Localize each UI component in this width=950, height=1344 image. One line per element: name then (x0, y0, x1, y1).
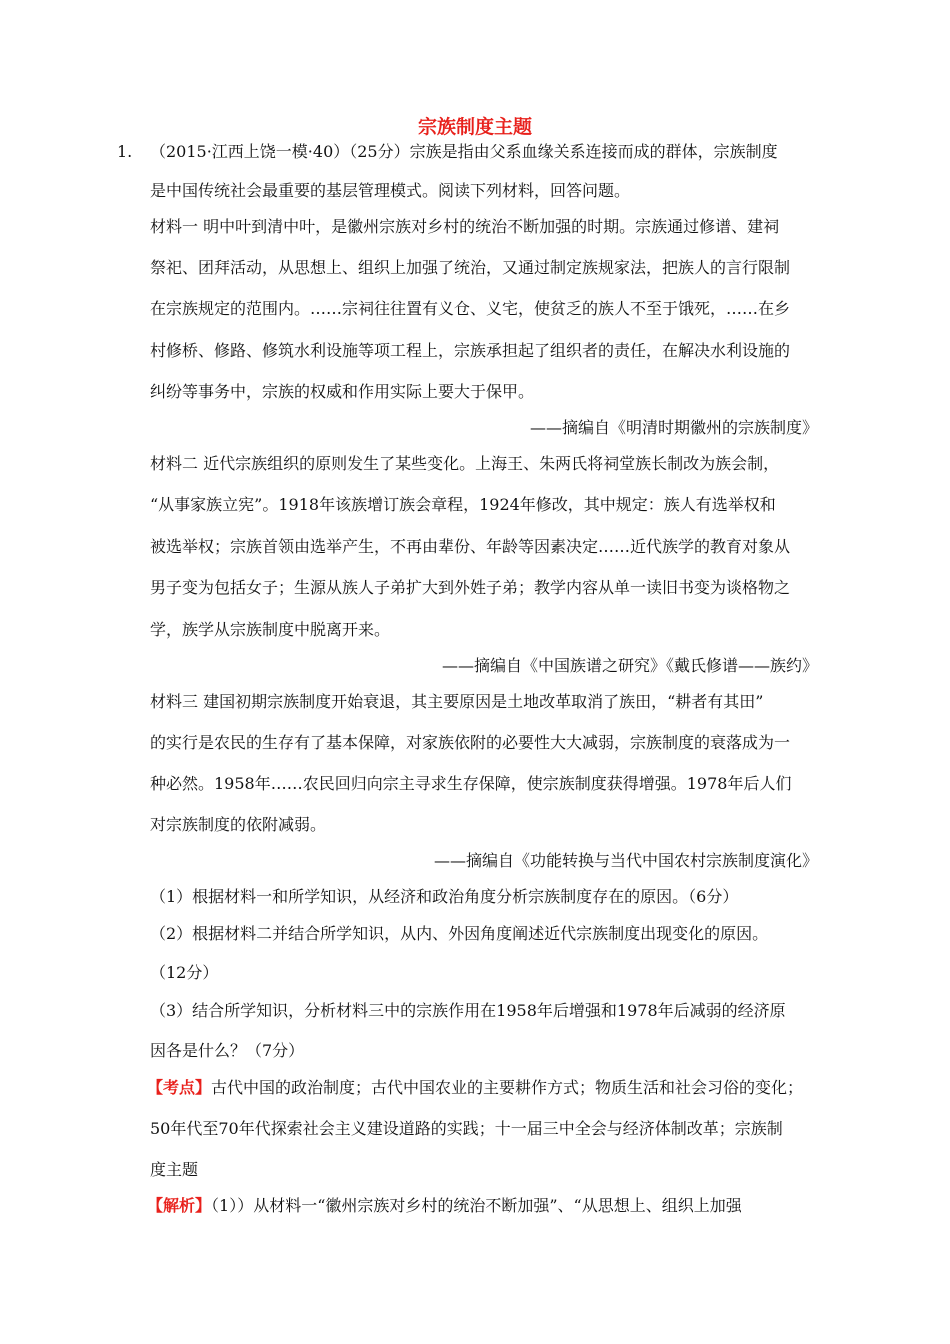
jiexi-text-1: （1））从材料一“徽州宗族对乡村的统治不断加强”、“从思想上、组织上加强 (211, 1196, 742, 1215)
question-number: 1. (117, 142, 133, 161)
page-title: 宗族制度主题 (417, 116, 532, 138)
material1-line-5: 纠纷等事务中，宗族的权威和作用实际上要大于保甲。 (150, 382, 535, 401)
kaodian-line-3: 度主题 (150, 1160, 199, 1179)
material1-line-2: 祭祀、团拜活动，从思想上、组织上加强了统治，又通过制定族规家法，把族人的言行限制 (150, 258, 791, 277)
material3-line-4: 对宗族制度的依附减弱。 (150, 815, 327, 834)
material2-line-3: 被选举权；宗族首领由选举产生，不再由辈份、年龄等因素决定……近代族学的教育对象从 (150, 537, 791, 556)
material2-line-2: “从事家族立宪”。1918年该族增订族会章程，1924年修改，其中规定：族人有选举权和 (150, 495, 776, 514)
material3-source: ——摘编自《功能转换与当代中国农村宗族制度演化》 (433, 851, 818, 870)
subquestion-3-line-1: （3）结合所学知识，分析材料三中的宗族作用在1958年后增强和1978年后减弱的经济原 (150, 1001, 786, 1020)
question-intro-line-1: （2015·江西上饶一模·40）（25分）宗族是指由父系血缘关系连接而成的群体，宗族制度 (150, 142, 778, 161)
material1-source: ——摘编自《明清时期徽州的宗族制度》 (529, 418, 818, 437)
kaodian-line-2: 50年代至70年代探索社会主义建设道路的实践；十一届三中全会与经济体制改革；宗族制 (150, 1119, 783, 1138)
kaodian-label: 【考点】 (147, 1078, 212, 1097)
subquestion-2-line-2: （12分） (150, 963, 219, 982)
jiexi-line-1 (147, 1196, 742, 1216)
jiexi-label: 【解析】 (147, 1196, 212, 1215)
material1-line-4: 村修桥、修路、修筑水利设施等项工程上，宗族承担起了组织者的责任，在解决水利设施的 (150, 341, 791, 360)
material3-line-3: 种必然。1958年……农民回归向宗主寻求生存保障，使宗族制度获得增强。1978年后人们 (150, 774, 792, 793)
material2-source: ——摘编自《中国族谱之研究》《戴氏修谱——族约》 (441, 656, 818, 675)
material2-line-1: 材料二 近代宗族组织的原则发生了某些变化。上海王、朱两氏将祠堂族长制改为族会制， (150, 454, 780, 473)
kaodian-line-1 (147, 1078, 803, 1098)
material3-line-2: 的实行是农民的生存有了基本保障，对家族依附的必要性大大减弱，宗族制度的衰落成为一 (150, 733, 791, 752)
subquestion-2-line-1: （2）根据材料二并结合所学知识，从内、外因角度阐述近代宗族制度出现变化的原因。 (150, 924, 769, 943)
material2-line-4: 男子变为包括女子；生源从族人子弟扩大到外姓子弟；教学内容从单一读旧书变为谈格物之 (150, 578, 791, 597)
subquestion-1: （1）根据材料一和所学知识，从经济和政治角度分析宗族制度存在的原因。（6分） (150, 887, 739, 906)
material3-line-1: 材料三 建国初期宗族制度开始衰退，其主要原因是土地改革取消了族田，“耕者有其田” (150, 692, 764, 711)
subquestion-3-line-2: 因各是什么？（7分） (150, 1041, 305, 1060)
material2-line-5: 学，族学从宗族制度中脱离开来。 (150, 620, 391, 639)
question-intro-line-2: 是中国传统社会最重要的基层管理模式。阅读下列材料，回答问题。 (150, 181, 631, 200)
material1-line-1: 材料一 明中叶到清中叶，是徽州宗族对乡村的统治不断加强的时期。宗族通过修谱、建祠 (150, 217, 780, 236)
kaodian-text-1: 古代中国的政治制度；古代中国农业的主要耕作方式；物质生活和社会习俗的变化； (211, 1078, 804, 1097)
material1-line-3: 在宗族规定的范围内。……宗祠往往置有义仓、义宅，使贫乏的族人不至于饿死，……在乡 (150, 299, 791, 318)
